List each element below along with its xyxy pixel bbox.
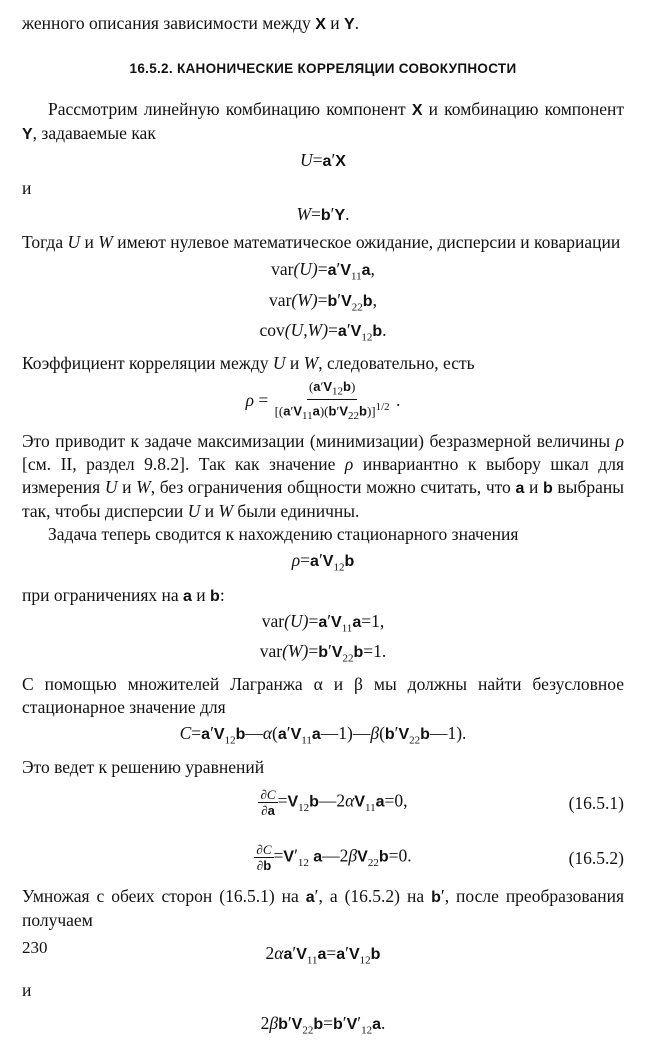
equation-w: W=b′Y. [296, 204, 350, 224]
equations-constraints: $var(U)=a'V_{11}a=1$, $var(W)=b'V_{22}b=1$. [259, 610, 387, 665]
equation-lagrangian: $C=a'V_{12}b—\alpha(a'V_{11}a—1)—\beta(b'V_{22}b—1)$. [179, 722, 467, 747]
equations-var-cov: $var(U)=a'V_{11}a$, $var(W)=b'V_{22}b$, $cov(U,W)=a'V_{12}b$. [259, 259, 387, 344]
paragraph-7: С помощью множителей Лагранжа α и β мы должны найти безусловное стационарное значение для [22, 673, 624, 717]
equation-beta: $2\beta b'V_{22}b=b'V'_{12}a$. [260, 1012, 386, 1037]
section-heading: 16.5.2. КАНОНИЧЕСКИЕ КОРРЕЛЯЦИИ СОВОКУПНОСТИ [129, 61, 517, 76]
equation-number-16-5-1: (16.5.1) [568, 793, 624, 814]
paragraph-6: при ограничениях на a и b: [22, 584, 225, 605]
paragraph-5: Задача теперь сводится к нахождению стационарного значения [48, 524, 519, 545]
paragraph-1: Рассмотрим линейную комбинацию компонент X и комбинацию компонент Y, задаваемые как [22, 99, 625, 143]
page-number: 230 [22, 938, 48, 957]
intro-line: женного описания зависимости между X и Y. [22, 13, 360, 33]
equation-number-16-5-2: (16.5.2) [568, 848, 624, 869]
equation-16-5-1: $\frac{\partial C}{\partial a}$ $=V_{12}b—2\alpha V_{11}a=0$, (16.5.1) [260, 787, 624, 819]
paragraph-2: Тогда U и W имеют нулевое математическое ожидание, дисперсии и ковариации [22, 232, 621, 252]
and-line-2: и [22, 979, 32, 1000]
equation-16-5-2: $\frac{\partial C}{\partial b}$ $=V'_{12}$ $a—2\beta V_{22}b=0$. (16.5.2) [256, 842, 624, 874]
paragraph-9: Умножая с обеих сторон (16.5.1) на a′, а (16.5.2) на b′, после преобразования получаем [22, 886, 625, 931]
equation-u: U=a′X [300, 150, 346, 170]
equation-rho-stationary: $\rho=a'V_{12}b$ [291, 550, 355, 574]
paragraph-4: Это приводит к задаче максимизации (минимизации) безразмерной величины ρ [см. II, раздел 9.8.2]. Так как значение ρ инвариантно к выбору шкал для измерения U и W, без ограничения общности можно считать, что a и b выбраны так, чтобы дисперсии U и W были единичны. [22, 431, 625, 522]
and-line: и [22, 178, 32, 198]
equation-rho-fraction: ρ = $\frac{(a'V_{12}b)}{[(a'V_{11}a)(b'V_{22}b)]^{1/2}}$ . [245, 378, 401, 423]
paragraph-3: Коэффициент корреляции между U и W, следовательно, есть [22, 352, 475, 373]
paragraph-8: Это ведет к решению уравнений [22, 757, 265, 778]
equation-alpha: $2\alpha a'V_{11}a=a'V_{12}b$ [265, 943, 381, 967]
